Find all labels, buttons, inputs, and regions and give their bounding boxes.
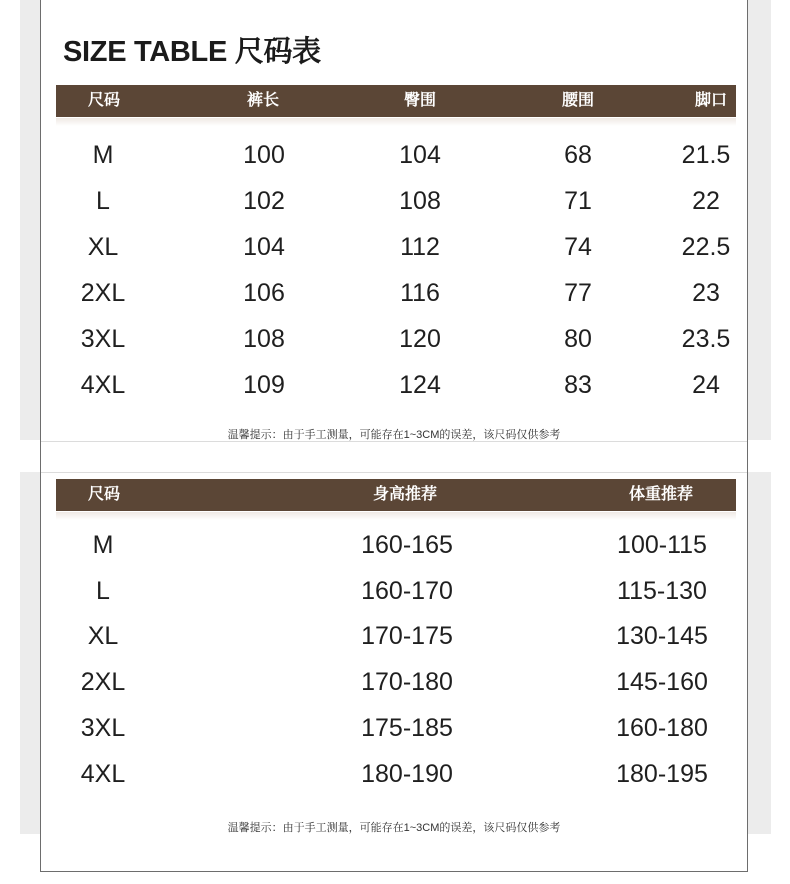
table1-header-waist: 腰围 bbox=[561, 92, 595, 109]
table1-header-leg-opening: 脚口 bbox=[694, 92, 728, 109]
table-cell: 160-165 bbox=[361, 531, 453, 559]
table-cell: 24 bbox=[692, 371, 720, 399]
table-cell: 100-115 bbox=[617, 531, 707, 559]
table1-header bbox=[56, 85, 736, 117]
table-row bbox=[56, 705, 736, 751]
table-cell: L bbox=[96, 187, 110, 215]
table-cell: 160-170 bbox=[361, 577, 453, 605]
table2-note: 温馨提示：由于手工测量，可能存在1~3CM的误差，该尺码仅供参考 bbox=[227, 822, 561, 834]
size-chart-card bbox=[40, 0, 748, 872]
table-row bbox=[56, 568, 736, 614]
table1-header-pants-length: 裤长 bbox=[246, 92, 280, 109]
table-cell: 2XL bbox=[80, 279, 126, 307]
table-cell: 2XL bbox=[80, 668, 126, 696]
table2-header-weight: 体重推荐 bbox=[628, 486, 694, 503]
background-left-strip-top bbox=[20, 0, 40, 440]
page-title: SIZE TABLE 尺码表 bbox=[63, 36, 321, 68]
table-row bbox=[56, 362, 736, 408]
table-cell: 80 bbox=[564, 325, 592, 353]
table-cell: L bbox=[96, 577, 110, 605]
table-cell: 22 bbox=[692, 187, 720, 215]
table1-header-size: 尺码 bbox=[87, 92, 121, 109]
table-row bbox=[56, 751, 736, 797]
table-cell: 74 bbox=[564, 233, 592, 261]
table-cell: M bbox=[92, 141, 114, 169]
table-cell: 120 bbox=[399, 325, 441, 353]
table-cell: 21.5 bbox=[681, 141, 731, 169]
table-row bbox=[56, 178, 736, 224]
table-cell: 71 bbox=[564, 187, 592, 215]
background-right-strip-bottom bbox=[747, 472, 771, 834]
table-cell: 108 bbox=[399, 187, 441, 215]
table-cell: 124 bbox=[399, 371, 441, 399]
table-row bbox=[56, 316, 736, 362]
table-cell: 170-180 bbox=[361, 668, 453, 696]
background-right-strip-top bbox=[747, 0, 771, 440]
table-cell: 104 bbox=[243, 233, 285, 261]
table-cell: 23 bbox=[692, 279, 720, 307]
table-cell: 100 bbox=[243, 141, 285, 169]
table-row bbox=[56, 224, 736, 270]
table-cell: 23.5 bbox=[681, 325, 731, 353]
table-row bbox=[56, 613, 736, 659]
table-cell: 145-160 bbox=[616, 668, 708, 696]
table-row bbox=[56, 522, 736, 568]
table-row bbox=[56, 270, 736, 316]
table1-note: 温馨提示：由于手工测量，可能存在1~3CM的误差，该尺码仅供参考 bbox=[227, 429, 561, 441]
table-row bbox=[56, 132, 736, 178]
table-cell: 104 bbox=[399, 141, 441, 169]
table-cell: M bbox=[92, 531, 114, 559]
table-cell: XL bbox=[87, 233, 119, 261]
table2-header-height: 身高推荐 bbox=[372, 486, 438, 503]
table-cell: 116 bbox=[400, 279, 440, 307]
table-row bbox=[56, 659, 736, 705]
table-cell: 83 bbox=[564, 371, 592, 399]
table-cell: 160-180 bbox=[616, 714, 708, 742]
section-divider bbox=[41, 441, 747, 473]
table-cell: 4XL bbox=[80, 760, 126, 788]
table-cell: 180-190 bbox=[361, 760, 453, 788]
table-cell: 3XL bbox=[80, 714, 126, 742]
table2-header-size: 尺码 bbox=[87, 486, 121, 503]
table-cell: 3XL bbox=[80, 325, 126, 353]
table-cell: 22.5 bbox=[681, 233, 731, 261]
table-cell: 102 bbox=[243, 187, 285, 215]
table-cell: 109 bbox=[243, 371, 285, 399]
table1-header-hip: 臀围 bbox=[403, 92, 437, 109]
table-cell: 4XL bbox=[80, 371, 126, 399]
table-cell: 106 bbox=[243, 279, 285, 307]
table-cell: 170-175 bbox=[361, 622, 453, 650]
table-cell: 108 bbox=[243, 325, 285, 353]
table-cell: 68 bbox=[564, 141, 592, 169]
table-cell: 130-145 bbox=[616, 622, 708, 650]
background-left-strip-bottom bbox=[20, 472, 40, 834]
table2-header bbox=[56, 479, 736, 511]
table-cell: XL bbox=[87, 622, 119, 650]
table-cell: 77 bbox=[564, 279, 592, 307]
table-cell: 112 bbox=[400, 233, 440, 261]
table-cell: 175-185 bbox=[361, 714, 453, 742]
table-cell: 180-195 bbox=[616, 760, 708, 788]
table-cell: 115-130 bbox=[617, 577, 707, 605]
